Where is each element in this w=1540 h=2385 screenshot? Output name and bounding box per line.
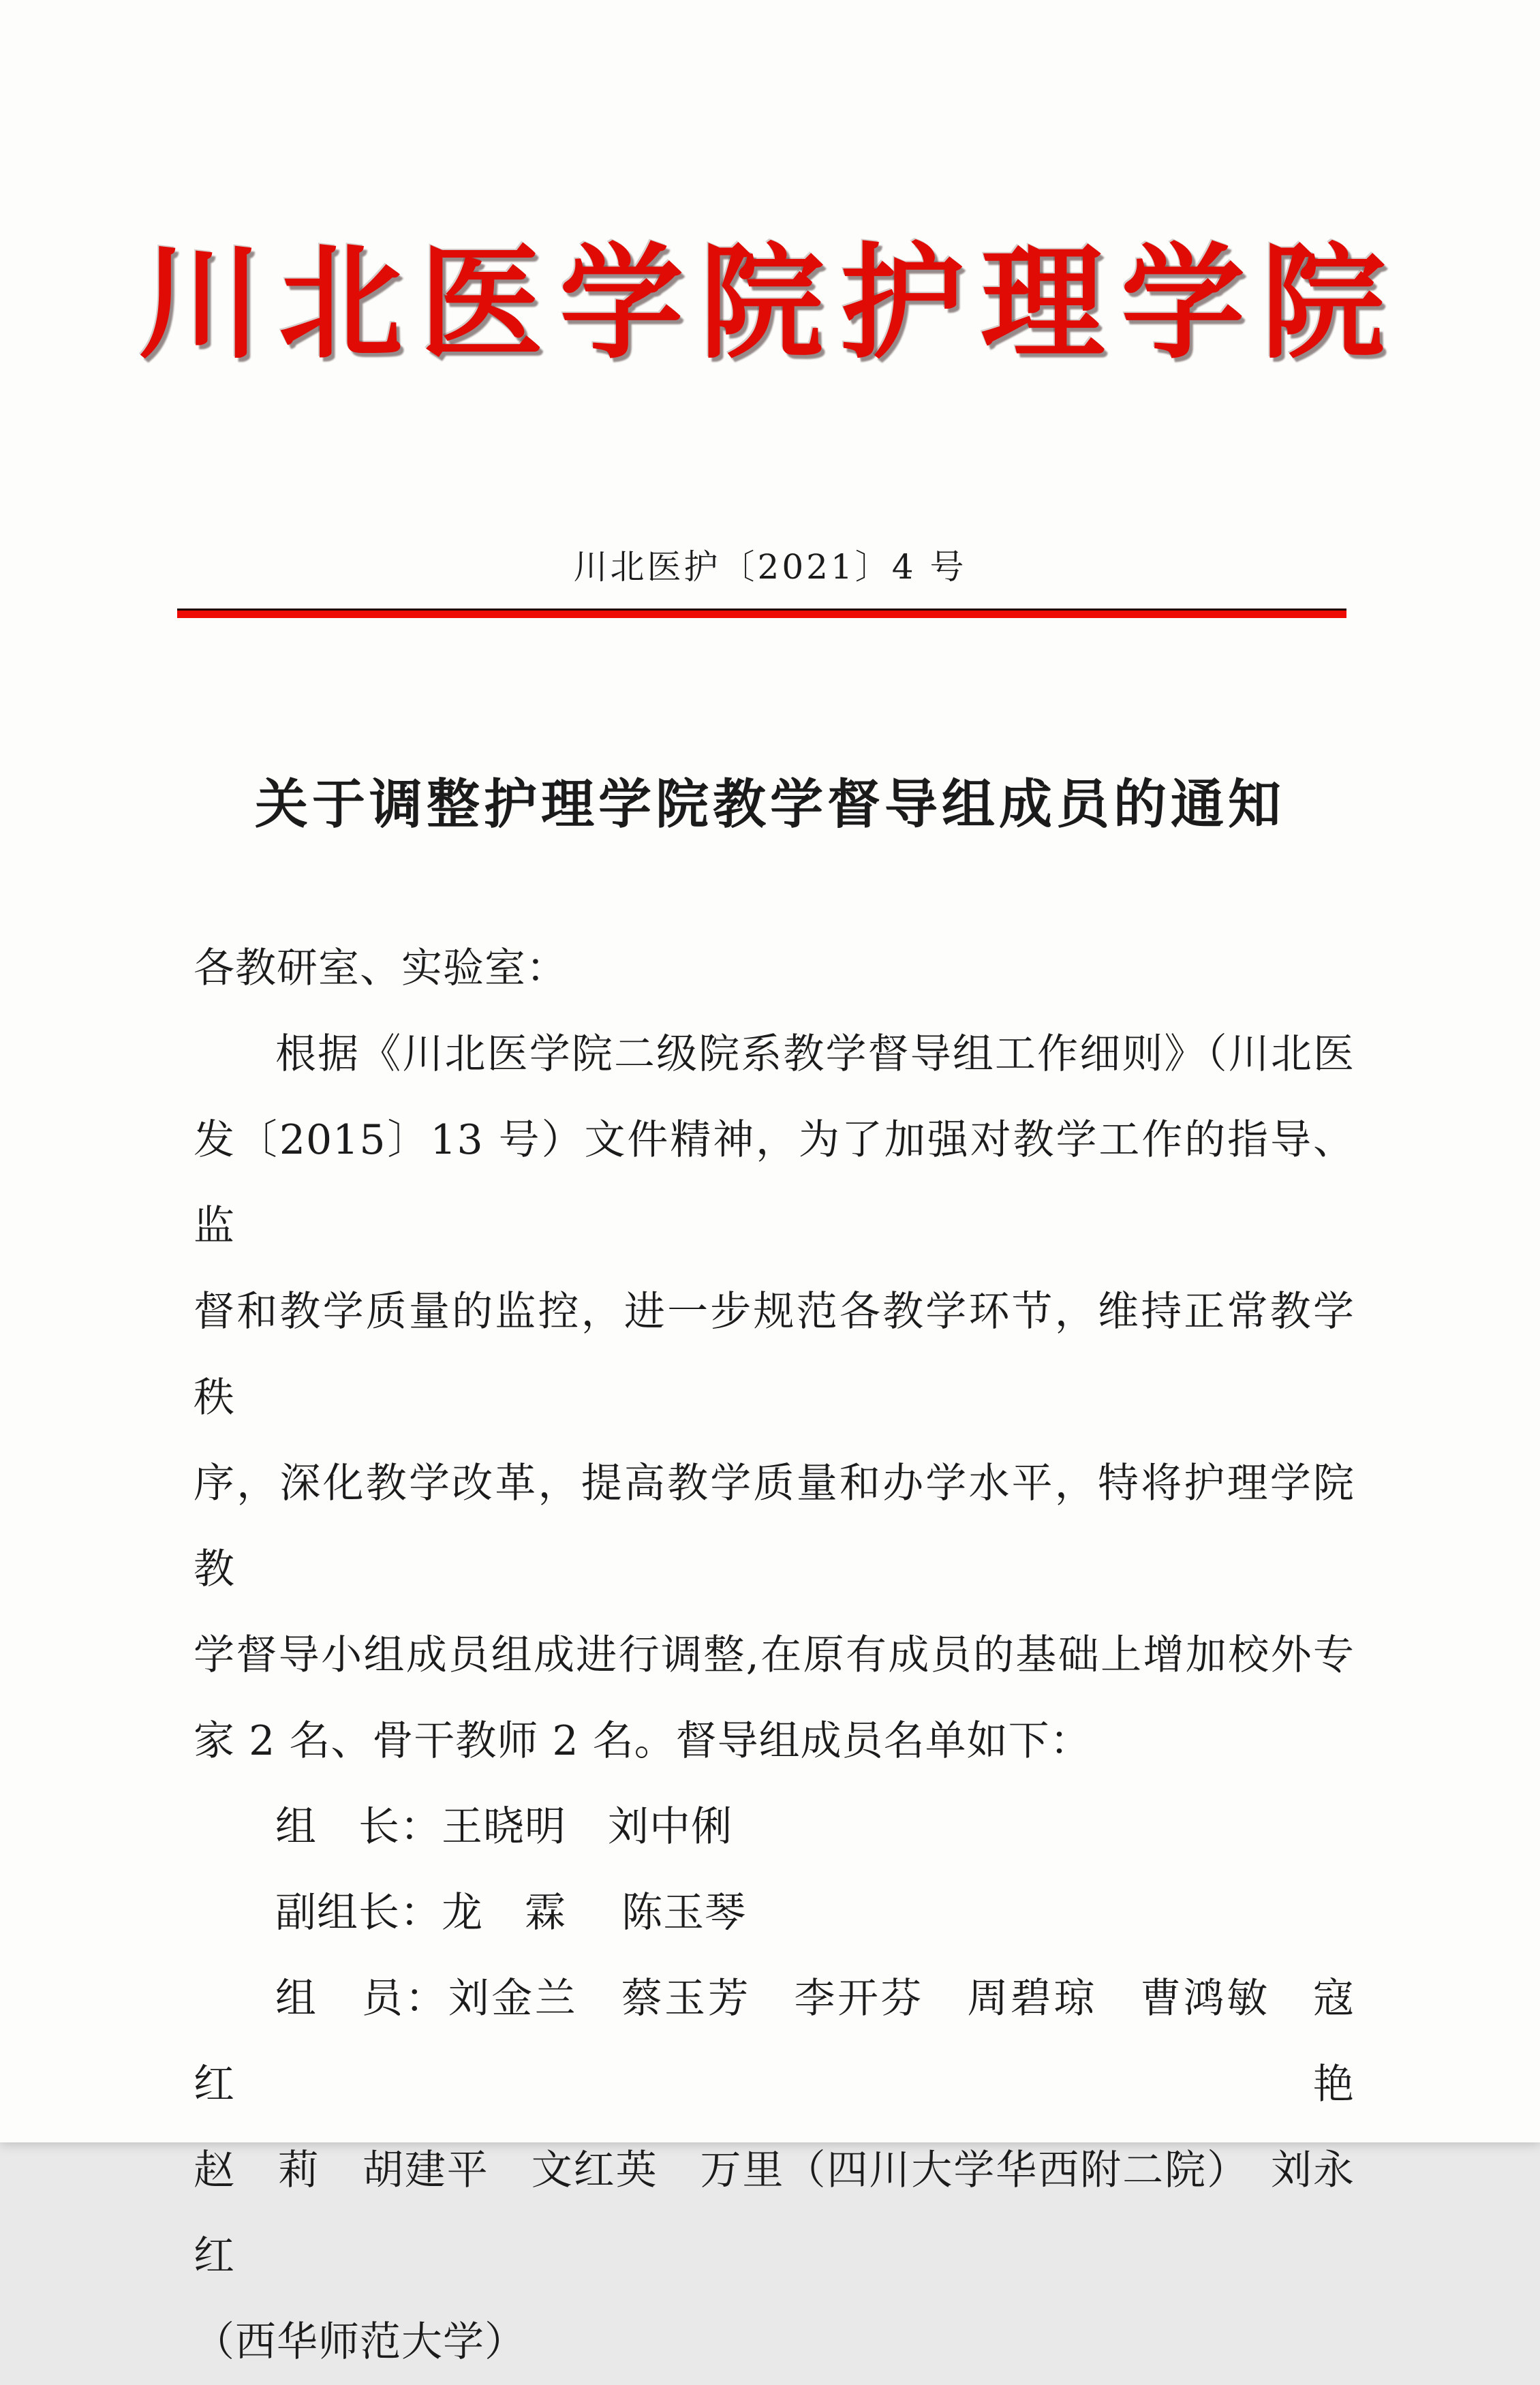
body-line: 督和教学质量的监控，进一步规范各教学环节，维持正常教学秩 — [194, 1288, 1355, 1421]
body-line: 赵 莉 胡建平 文红英 万里（四川大学华西附二院） 刘永红 — [194, 2146, 1355, 2280]
notice-body — [194, 925, 1355, 2385]
body-line: 组 长：王晓明 刘中俐 — [275, 1803, 733, 1851]
body-line: 学督导小组成员组成进行调整,在原有成员的基础上增加校外专 — [194, 1631, 1355, 1679]
org-title: 川北医学院护理学院 — [138, 230, 1402, 375]
body-line: 发〔2015〕13 号）文件精神，为了加强对教学工作的指导、监 — [194, 1116, 1355, 1250]
body-line: 家 2 名、骨干教师 2 名。督导组成员名单如下： — [194, 1717, 1092, 1765]
body-line: 根据《川北医学院二级院系教学督导组工作细则》（川北医 — [275, 1030, 1355, 1078]
body-line: （西华师范大学） — [194, 2318, 526, 2366]
body-line: 各教研室、实验室： — [194, 944, 568, 992]
notice-title: 关于调整护理学院教学督导组成员的通知 — [254, 774, 1285, 835]
body-line: 序，深化教学改革，提高教学质量和办学水平，特将护理学院教 — [194, 1460, 1355, 1593]
red-separator-line — [177, 609, 1346, 618]
doc-number: 川北医护〔2021〕4 号 — [573, 547, 967, 587]
body-line: 副组长：龙 霖 陈玉琴 — [275, 1889, 747, 1937]
body-line: 组 员：刘金兰 蔡玉芳 李开芬 周碧琼 曹鸿敏 寇红艳 — [194, 1975, 1355, 2108]
